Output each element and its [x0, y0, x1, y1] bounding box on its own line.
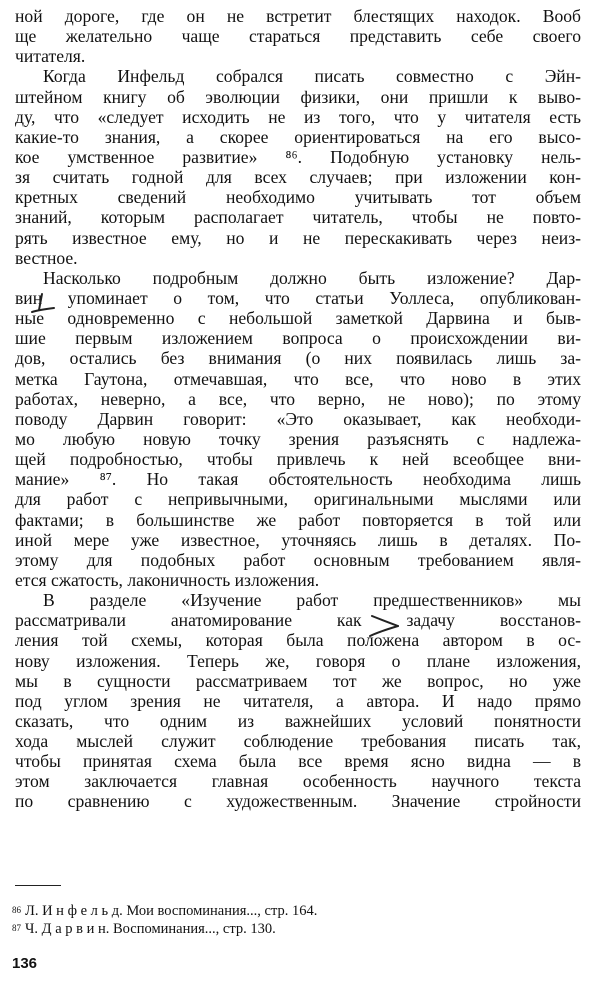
text-line: хода мыслей служит соблюдение требования писать так, [15, 731, 581, 752]
paragraph [15, 268, 581, 590]
text-line: знаний, которым располагает читатель, чтобы не повто- [15, 207, 581, 228]
text-line: ной дороге, где он не встретит блестящих находок. Вооб [15, 6, 581, 26]
text-line: вестное. [15, 247, 78, 268]
text-line: ще желательно чаще стараться представить себе своего [15, 26, 581, 47]
text-line: В разделе «Изучение работ предшественников» мы [43, 590, 581, 611]
handwritten-bracket-mark [30, 290, 56, 318]
text-line: кое умственное развитие» ⁸⁶. Подобную установку нель- [15, 146, 581, 167]
page-number: 136 [12, 955, 38, 972]
text-line: Насколько подробным должно быть изложение? Дар- [43, 267, 581, 288]
text-line: этом заключается главная особенность научного текста [15, 771, 581, 792]
text-line: читателя. [15, 46, 86, 67]
text-line: ется сжатость, лаконичность изложения. [15, 569, 320, 590]
text-line: мы в сущности рассматриваем тот же вопрос, но уже [15, 670, 581, 691]
footnote-text: Л. И н ф е л ь д. Мои воспоминания..., стр. 164. [25, 903, 318, 919]
text-line: щей подробностью, чтобы привлечь к ней всеобщее вни- [15, 449, 581, 470]
footnotes [12, 902, 572, 938]
text-line: поводу Дарвин говорит: «Это оказывает, как необходи- [15, 408, 581, 429]
text-line: ления той схемы, которая была положена автором в ос- [15, 630, 581, 651]
text-line: штейном книгу об эволюции физики, они пришли к выво- [15, 86, 581, 107]
text-line: для работ с непривычными, оригинальными мыслями или [15, 489, 581, 510]
paragraph [15, 66, 581, 267]
footnote-divider [15, 885, 61, 886]
footnote [12, 902, 572, 920]
text-line: под углом зрения не читателя, а автора. И надо прямо [15, 690, 581, 711]
footnote-number: 87 [12, 923, 21, 933]
text-line: какие-то знания, а скорее ориентироваться на его высо- [15, 126, 581, 147]
text-line: чтобы принятая схема была все время ясно видна — в [15, 751, 581, 772]
text-line: нову изложения. Теперь же, говоря о плане изложения, [15, 650, 581, 671]
text-line: иной мере уже известное, уточняясь лишь в деталях. По- [15, 529, 581, 550]
text-line: вин упоминает о том, что статьи Уоллеса, опубликован- [15, 287, 581, 308]
text-line: фактами; в большинстве же работ повторяется в той или [15, 509, 581, 530]
text-line: метка Гаутона, отмечавшая, что все, что ново в этих [15, 368, 581, 389]
paragraph [15, 590, 581, 812]
text-line: сказать, что одним из важнейших условий понятности [15, 710, 581, 731]
text-line: рассматривали анатомирование как задачу восстанов- [15, 610, 581, 631]
footnote-number: 86 [12, 905, 21, 915]
text-line: по сравнению с художественным. Значение стройности [15, 791, 581, 812]
text-line: этому для подобных работ основным требованием явля- [15, 549, 581, 570]
text-line: работах, неверно, а все, что верно, не ново); по этому [15, 388, 581, 409]
text-line: рять известное ему, но и не перескакивать через неиз- [15, 227, 581, 248]
text-line: ные одновременно с небольшой заметкой Дарвина и быв- [15, 308, 581, 329]
paragraph [15, 6, 581, 66]
body-text [15, 6, 581, 812]
text-line: ду, что «следует исходить не из того, что у читателя есть [15, 106, 581, 127]
footnote-text: Ч. Д а р в и н. Воспоминания..., стр. 130. [25, 921, 276, 937]
text-line: мание» ⁸⁷. Но такая обстоятельность необходима лишь [15, 469, 581, 490]
text-line: дов, остались без внимания (о них появилась лишь за- [15, 348, 581, 369]
text-line: шие первым изложением вопроса о происхождении ви- [15, 328, 581, 349]
text-line: Когда Инфельд собрался писать совместно с Эйн- [43, 66, 581, 87]
text-line: кретных сведений необходимо учитывать тот объем [15, 187, 581, 208]
text-line: зя считать годной для всех случаев; при изложении кон- [15, 167, 581, 188]
text-line: мо любую новую точку зрения разъяснять с надлежа- [15, 428, 581, 449]
handwritten-arrow-mark [366, 612, 406, 638]
footnote [12, 920, 572, 938]
